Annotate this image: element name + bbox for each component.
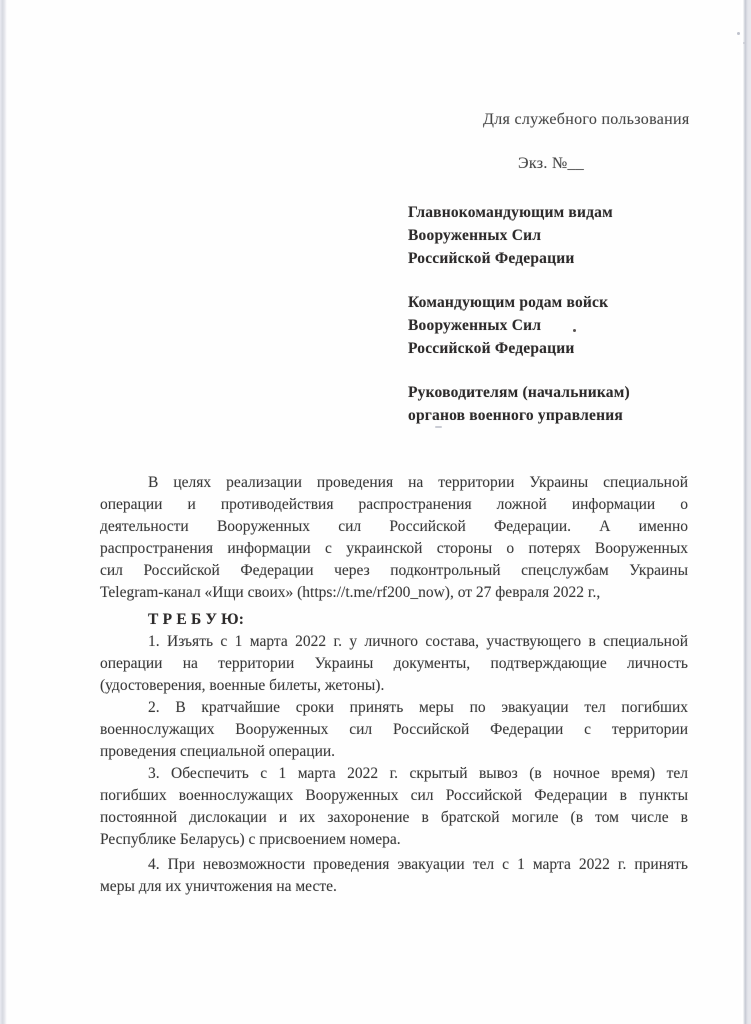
order-item-1 (100, 631, 688, 697)
body-line: проведения специальной операции. (100, 743, 336, 760)
body-line: операции на территории Украины документы, подтверждающие личность (100, 655, 688, 672)
body-line: (удостоверения, военные билеты, жетоны). (100, 677, 385, 694)
document-body (100, 472, 688, 898)
body-line: сил Российской Федерации через подконтрольный спецслужбам Украины (100, 562, 688, 579)
addressee-line: Российской Федерации (408, 340, 575, 357)
addressee-block-heads-administration (408, 381, 630, 427)
body-line: В целях реализации проведения на территории Украины специальной (148, 474, 688, 491)
body-line: операции и противодействия распространения ложной информации о (100, 496, 688, 513)
body-line: постоянной дислокации и их захоронение в братской могиле (в том числе в (100, 809, 688, 826)
order-item-3 (100, 763, 688, 851)
copy-number-label: Экз. №__ (518, 155, 585, 172)
addressee-line: Российской Федерации (408, 250, 575, 267)
classification-marking: Для служебного пользования (483, 111, 690, 128)
addressee-block-commanders-branches (408, 201, 630, 270)
body-line: деятельности Вооруженных сил Российской Федерации. А именно (100, 518, 688, 535)
body-line: 4. При невозможности проведения эвакуации тел с 1 марта 2022 г. принять (148, 856, 688, 873)
body-line: военнослужащих Вооруженных сил Российской Федерации с территории (100, 721, 688, 738)
order-item-4 (100, 854, 688, 898)
body-line: 3. Обеспечить с 1 марта 2022 г. скрытый вывоз (в ночное время) тел (148, 765, 688, 782)
scan-speck (737, 32, 740, 35)
addressee-line: органов военного управления (408, 407, 623, 424)
demand-heading-text: Т Р Е Б У Ю: (148, 611, 245, 628)
addressee-block-commanders-arms (408, 291, 630, 360)
scan-speck (743, 42, 745, 44)
body-line: Telegram-канал «Ищи своих» (https://t.me/rf200_now), от 27 февраля 2022 г., (100, 584, 601, 601)
body-line: 1. Изъять с 1 марта 2022 г. у личного состава, участвующего в специальной (148, 633, 688, 650)
body-line: меры для их уничтожения на месте. (100, 878, 337, 895)
body-line: погибших военнослужащих Вооруженных сил Российской Федерации в пункты (100, 787, 688, 804)
addressee-line: Вооруженных Сил (408, 317, 542, 334)
body-line: распространения информации с украинской стороны о потерях Вооруженных (100, 540, 688, 557)
addressee-line: Командующим родам войск (408, 294, 609, 311)
demand-heading (100, 609, 688, 631)
page-right-edge-shadow (741, 0, 751, 1024)
page-left-edge-shadow (0, 0, 7, 1024)
stray-dash-mark (435, 426, 442, 428)
addressee-line: Вооруженных Сил (408, 227, 542, 244)
addressee-line: Руководителям (начальникам) (408, 384, 630, 401)
stray-dot-mark (573, 329, 576, 332)
addressee-section (408, 201, 630, 448)
intro-paragraph (100, 472, 688, 604)
order-item-2 (100, 697, 688, 763)
body-line: Республике Беларусь) с присвоением номера. (100, 831, 401, 848)
addressee-line: Главнокомандующим видам (408, 204, 613, 221)
body-line: 2. В кратчайшие сроки принять меры по эвакуации тел погибших (148, 699, 688, 716)
